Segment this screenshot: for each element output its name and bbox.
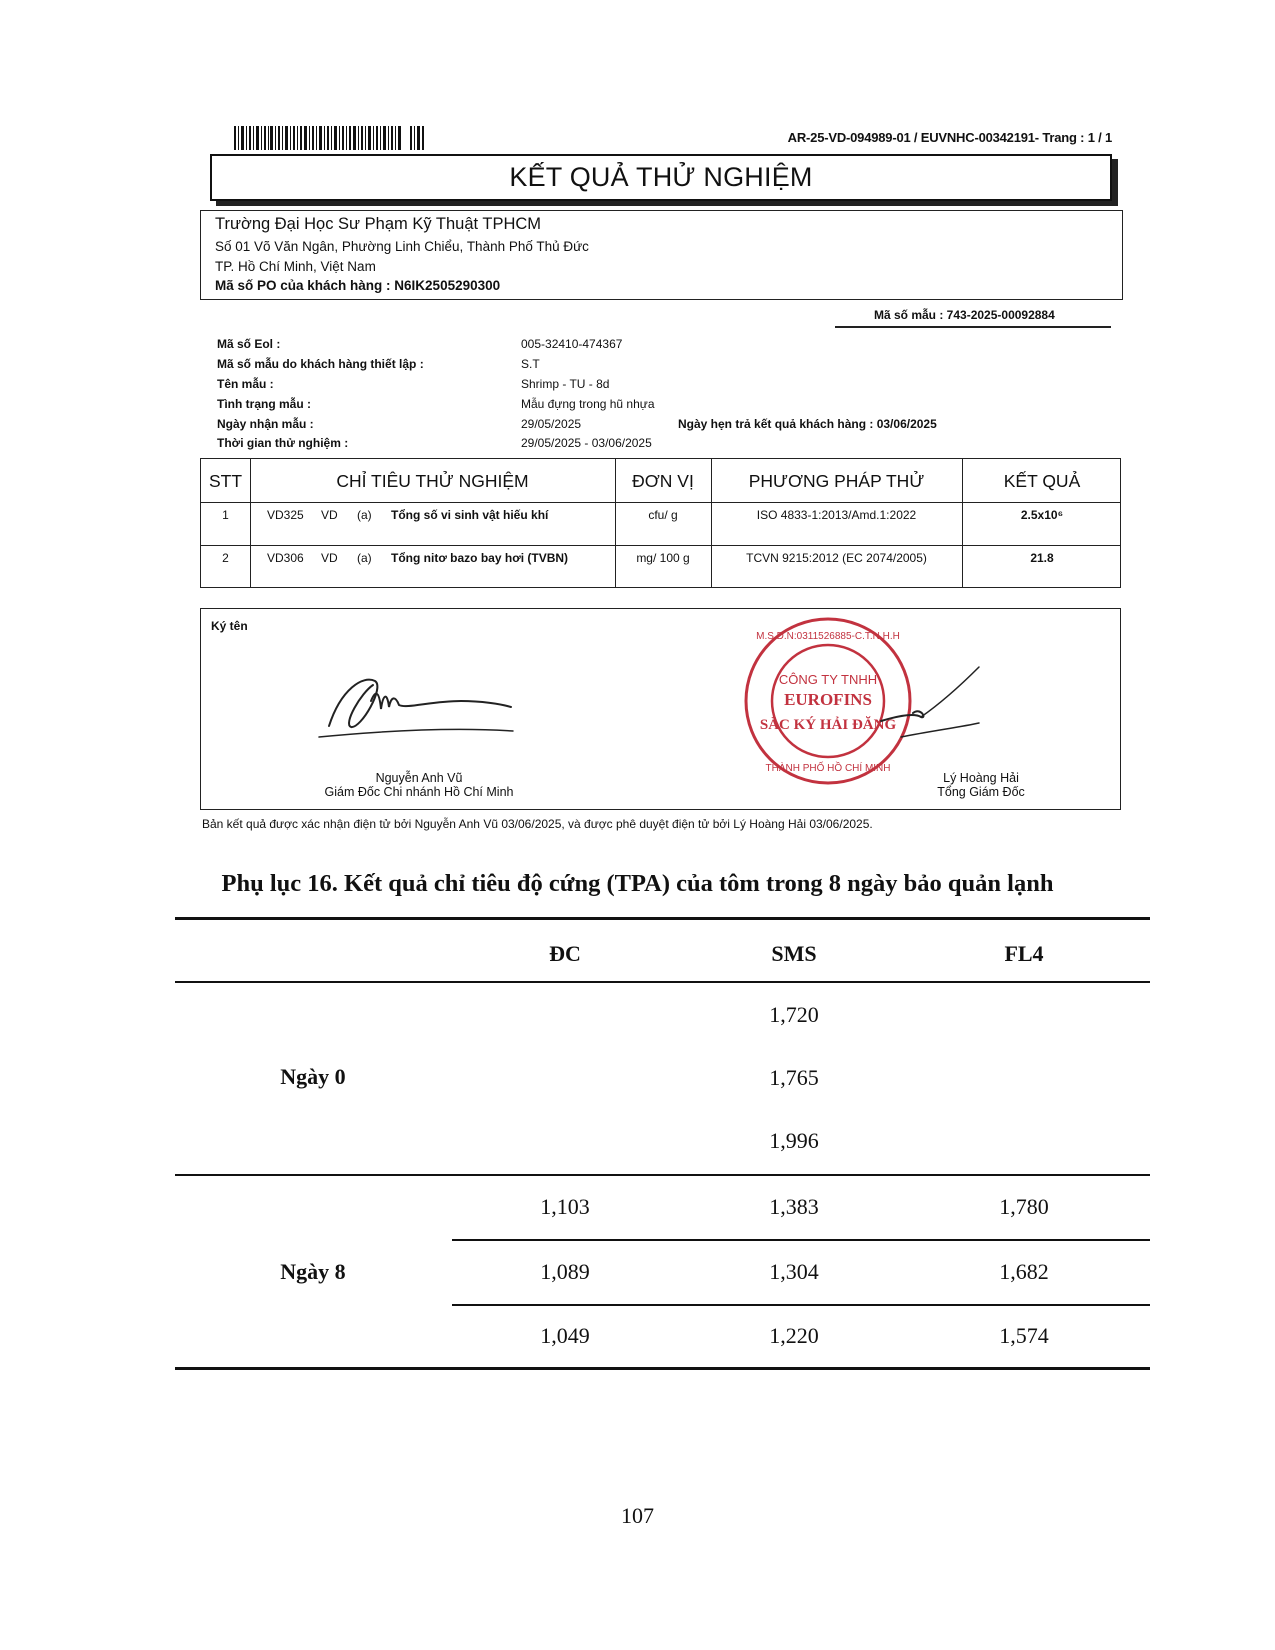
- info-value: 29/05/2025 - 03/06/2025: [521, 436, 652, 450]
- day8-dc-2: 1,089: [540, 1259, 590, 1284]
- table-top-rule: [175, 917, 1150, 920]
- row-unit: mg/ 100 g: [636, 551, 690, 565]
- customer-name: Trường Đại Học Sư Phạm Kỹ Thuật TPHCM: [215, 215, 542, 233]
- report-title: KẾT QUẢ THỬ NGHIỆM: [509, 162, 813, 192]
- day8-dc-3: 1,049: [540, 1323, 590, 1348]
- tpa-table: [175, 917, 1150, 1377]
- row-label-day8: Ngày 8: [280, 1259, 346, 1284]
- row-method: TCVN 9215:2012 (EC 2074/2005): [746, 551, 927, 565]
- info-label: Thời gian thử nghiệm :: [217, 436, 349, 450]
- row-criteria: Tổng số vi sinh vật hiếu khí: [391, 508, 549, 522]
- info-label: Ngày nhận mẫu :: [217, 417, 314, 431]
- day0-sms-3: 1,996: [769, 1128, 819, 1153]
- company-stamp: [746, 619, 910, 783]
- table-bottom-rule: [175, 1367, 1150, 1370]
- column-header-sms: SMS: [771, 941, 817, 966]
- divider: [835, 326, 1111, 328]
- row-divider: [201, 545, 1120, 546]
- header-method: PHƯƠNG PHÁP THỬ: [748, 471, 925, 491]
- info-value: Shrimp - TU - 8d: [521, 377, 610, 391]
- day8-fl4-2: 1,682: [999, 1259, 1049, 1284]
- row-rule: [452, 1304, 1150, 1306]
- sample-code: Mã số mẫu : 743-2025-00092884: [874, 308, 1055, 322]
- stamp-name: SẮC KÝ HẢI ĐĂNG: [759, 717, 897, 733]
- row-criteria: Tổng nitơ bazo bay hơi (TVBN): [391, 551, 569, 565]
- stamp-company-label: CÔNG TY TNHH: [778, 672, 878, 687]
- day0-sms-2: 1,765: [769, 1065, 819, 1090]
- report-title-box: [210, 154, 1112, 201]
- info-value: 005-32410-474367: [521, 337, 623, 351]
- group-rule: [175, 1174, 1150, 1176]
- info-label: Tên mẫu :: [217, 377, 274, 391]
- day8-fl4-1: 1,780: [999, 1194, 1049, 1219]
- header-stt: STT: [208, 471, 243, 491]
- day0-sms-1: 1,720: [769, 1002, 819, 1027]
- row-code: VD325: [267, 508, 304, 522]
- header-result: KẾT QUẢ: [1003, 471, 1081, 491]
- row-code: VD306: [267, 551, 304, 565]
- column-header-fl4: FL4: [1004, 941, 1044, 966]
- customer-address-line2: TP. Hồ Chí Minh, Việt Nam: [215, 259, 376, 274]
- signer-2-title: Tổng Giám Đốc: [937, 785, 1025, 799]
- signer-1-title: Giám Đốc Chi nhánh Hồ Chí Minh: [324, 785, 514, 799]
- stamp-bottom-arc: THÀNH PHỐ HỒ CHÍ MINH: [765, 763, 891, 774]
- column-header-dc: ĐC: [549, 941, 581, 966]
- day8-dc-1: 1,103: [540, 1194, 590, 1219]
- signature-box: [200, 608, 1121, 810]
- info-value: S.T: [521, 357, 540, 371]
- appendix-title: Phụ lục 16. Kết quả chỉ tiêu độ cứng (TPA) của tôm trong 8 ngày bảo quản lạnh: [221, 870, 1054, 897]
- signature-label: Ký tên: [211, 619, 248, 633]
- day8-sms-1: 1,383: [769, 1194, 819, 1219]
- info-label: Tình trạng mẫu :: [217, 397, 311, 411]
- day8-fl4-3: 1,574: [999, 1323, 1049, 1348]
- day8-sms-3: 1,220: [769, 1323, 819, 1348]
- signer-2: [881, 771, 1081, 799]
- signature-1: [319, 680, 513, 737]
- signer-2-name: Lý Hoàng Hải: [943, 771, 1019, 785]
- header-unit: ĐƠN VỊ: [632, 471, 694, 491]
- customer-box: [200, 210, 1123, 300]
- day8-sms-2: 1,304: [769, 1259, 819, 1284]
- barcode: [234, 126, 427, 150]
- info-value: Mẫu đựng trong hũ nhựa: [521, 397, 655, 411]
- customer-address-line1: Số 01 Võ Văn Ngân, Phường Linh Chiểu, Thành Phố Thủ Đức: [215, 239, 589, 254]
- info-label: Mã số mẫu do khách hàng thiết lập :: [217, 357, 424, 371]
- info-label: Mã số Eol :: [217, 337, 281, 351]
- approval-note: Bản kết quả được xác nhận điện tử bởi Nguyễn Anh Vũ 03/06/2025, và được phê duyệt điện tử bởi Lý Hoàng Hải 03/06/2025.: [202, 817, 873, 831]
- row-label-day0: Ngày 0: [280, 1064, 346, 1089]
- row-method: ISO 4833-1:2013/Amd.1:2022: [756, 508, 917, 522]
- signer-1-name: Nguyễn Anh Vũ: [375, 771, 463, 785]
- info-value: 29/05/2025: [521, 417, 582, 431]
- row-result: 2.5x10⁶: [1020, 508, 1064, 522]
- page-number: 107: [621, 1503, 654, 1528]
- header-criteria: CHỈ TIÊU THỬ NGHIỆM: [336, 471, 529, 491]
- row-flag: (a): [357, 508, 372, 522]
- test-results-table: [200, 458, 1121, 588]
- header-rule: [175, 981, 1150, 983]
- due-date: Ngày hẹn trả kết quả khách hàng : 03/06/2025: [678, 417, 937, 431]
- row-unit: cfu/ g: [648, 508, 678, 522]
- row-stt: 1: [222, 508, 229, 522]
- row-result: 21.8: [1030, 551, 1054, 565]
- report-reference: AR-25-VD-094989-01 / EUVNHC-00342191- Trang : 1 / 1: [787, 130, 1112, 145]
- customer-po: Mã số PO của khách hàng : N6IK2505290300: [215, 278, 501, 293]
- row-type: VD: [321, 508, 338, 522]
- stamp-brand: EUROFINS: [784, 690, 872, 709]
- row-rule: [452, 1239, 1150, 1241]
- row-flag: (a): [357, 551, 372, 565]
- stamp-top-arc: M.S.D.N:0311526885-C.T.N.H.H: [756, 631, 900, 642]
- row-stt: 2: [222, 551, 229, 565]
- row-type: VD: [321, 551, 338, 565]
- signer-1: [319, 771, 519, 799]
